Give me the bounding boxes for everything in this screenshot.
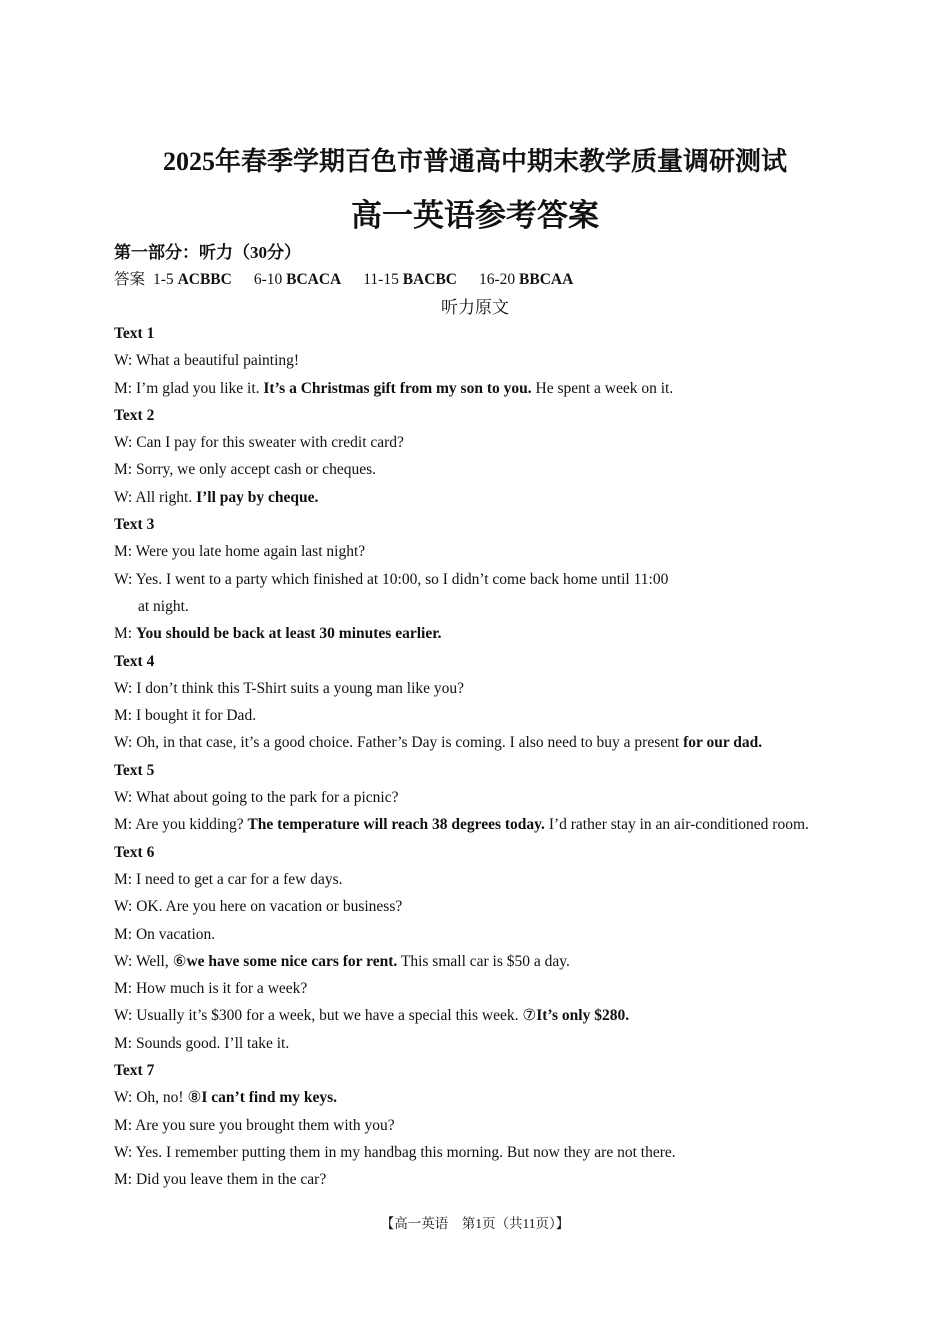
- dialogue-text: M: Were you late home again last night?: [114, 543, 366, 561]
- dialogue-line: [114, 702, 854, 729]
- answer-key: ACBBC: [177, 271, 232, 288]
- dialogue-line: [114, 484, 854, 511]
- dialogue-text: I’d rather stay in an air-conditioned room.: [544, 816, 809, 834]
- dialogue-text: W: OK. Are you here on vacation or business?: [114, 898, 403, 916]
- text-heading: Text 5: [114, 761, 155, 779]
- answer-highlight: It’s only $280.: [536, 1007, 630, 1025]
- text-heading: Text 4: [114, 652, 155, 670]
- dialogue-text: M: I bought it for Dad.: [114, 707, 257, 725]
- answer-highlight: we have some nice cars for rent.: [186, 952, 398, 970]
- text-heading: Text 3: [114, 516, 155, 534]
- answer-highlight: You should be back at least 30 minutes earlier.: [135, 625, 442, 643]
- answer-key: BACBC: [402, 271, 457, 288]
- dialogue-text: W: Usually it’s $300 for a week, but we have a special this week. ⑦: [114, 1007, 537, 1025]
- dialogue-text: M: Did you leave them in the car?: [114, 1171, 327, 1189]
- answer-highlight: The temperature will reach 38 degrees today.: [247, 816, 545, 834]
- answer-range: 6-10: [253, 271, 283, 288]
- dialogue-line: [114, 375, 854, 402]
- answer-range: 1-5: [153, 271, 174, 288]
- dialogue-text: at night.: [138, 597, 189, 615]
- dialogue-text: W: Yes. I remember putting them in my handbag this morning. But now they are not there.: [114, 1143, 676, 1161]
- document-subtitle: 高一英语参考答案: [351, 198, 599, 233]
- answer-key-label: 答案: [114, 271, 146, 288]
- dialogue-line: [114, 566, 854, 593]
- text-heading: Text 2: [114, 406, 155, 424]
- dialogue-line: [114, 1112, 854, 1139]
- dialogue-line: [114, 675, 854, 702]
- dialogue-line: [114, 948, 854, 975]
- dialogue-line: [114, 921, 854, 948]
- answer-key: BBCAA: [519, 271, 574, 288]
- answer-range: 11-15: [363, 271, 399, 288]
- answer-key-row: [114, 267, 573, 289]
- dialogue-text: M: Are you kidding?: [114, 816, 248, 834]
- dialogue-line: [114, 456, 854, 483]
- dialogue-line: [114, 1139, 854, 1166]
- dialogue-line: [114, 429, 854, 456]
- dialogue-line: [114, 784, 854, 811]
- dialogue-line: [114, 729, 854, 756]
- dialogue-text: He spent a week on it.: [531, 379, 674, 397]
- dialogue-text: W: What a beautiful painting!: [114, 352, 300, 370]
- answer-highlight: It’s a Christmas gift from my son to you.: [263, 379, 532, 397]
- dialogue-text: M: Sounds good. I’ll take it.: [114, 1034, 290, 1052]
- dialogue-text: W: What about going to the park for a picnic?: [114, 789, 399, 807]
- dialogue-line: [114, 811, 854, 838]
- answer-highlight: I’ll pay by cheque.: [196, 488, 319, 506]
- dialogue-line: [114, 1002, 854, 1029]
- answer-highlight: for our dad.: [683, 734, 763, 752]
- transcript-heading: 听力原文: [441, 298, 509, 317]
- dialogue-line: [114, 593, 854, 620]
- dialogue-line: [114, 1084, 854, 1111]
- dialogue-line: [114, 538, 854, 565]
- document-title: 2025年春季学期百色市普通高中期末教学质量调研测试: [162, 147, 787, 176]
- text-heading: Text 6: [114, 843, 155, 861]
- dialogue-text: M: How much is it for a week?: [114, 980, 308, 998]
- answer-highlight: I can’t find my keys.: [201, 1089, 338, 1107]
- dialogue-line: [114, 1030, 854, 1057]
- dialogue-text: W: Well, ⑥: [114, 952, 187, 970]
- dialogue-text: M: Sorry, we only accept cash or cheques.: [114, 461, 376, 479]
- dialogue-text: M: Are you sure you brought them with you?: [114, 1116, 395, 1134]
- dialogue-text: W: Oh, in that case, it’s a good choice. Father’s Day is coming. I also need to buy a present: [114, 734, 684, 752]
- dialogue-line: [114, 1166, 854, 1193]
- dialogue-text: W: All right.: [114, 488, 197, 506]
- dialogue-text: W: Oh, no! ⑧: [114, 1089, 202, 1107]
- dialogue-text: M: On vacation.: [114, 925, 216, 943]
- dialogue-line: [114, 975, 854, 1002]
- answer-key: BCACA: [286, 271, 342, 288]
- dialogue-line: [114, 893, 854, 920]
- text-heading: Text 1: [114, 325, 155, 342]
- section-heading: 第一部分：听力（30分）: [114, 243, 301, 262]
- dialogue-line: [114, 620, 854, 647]
- dialogue-text: M: I need to get a car for a few days.: [114, 870, 343, 888]
- dialogue-text: M:: [114, 625, 136, 643]
- dialogue-line: [114, 866, 854, 893]
- dialogue-text: This small car is $50 a day.: [397, 952, 570, 970]
- transcript: [114, 320, 854, 1194]
- dialogue-text: W: Yes. I went to a party which finished at 10:00, so I didn’t come back home until 11:00: [114, 570, 669, 588]
- dialogue-line: [114, 347, 854, 374]
- dialogue-text: M: I’m glad you like it.: [114, 379, 264, 397]
- dialogue-text: W: Can I pay for this sweater with credit card?: [114, 434, 404, 452]
- answer-range: 16-20: [478, 271, 516, 288]
- text-heading: Text 7: [114, 1062, 155, 1080]
- dialogue-text: W: I don’t think this T-Shirt suits a young man like you?: [114, 679, 465, 697]
- page-footer: 【高一英语 第1页（共11页）】: [380, 1216, 570, 1231]
